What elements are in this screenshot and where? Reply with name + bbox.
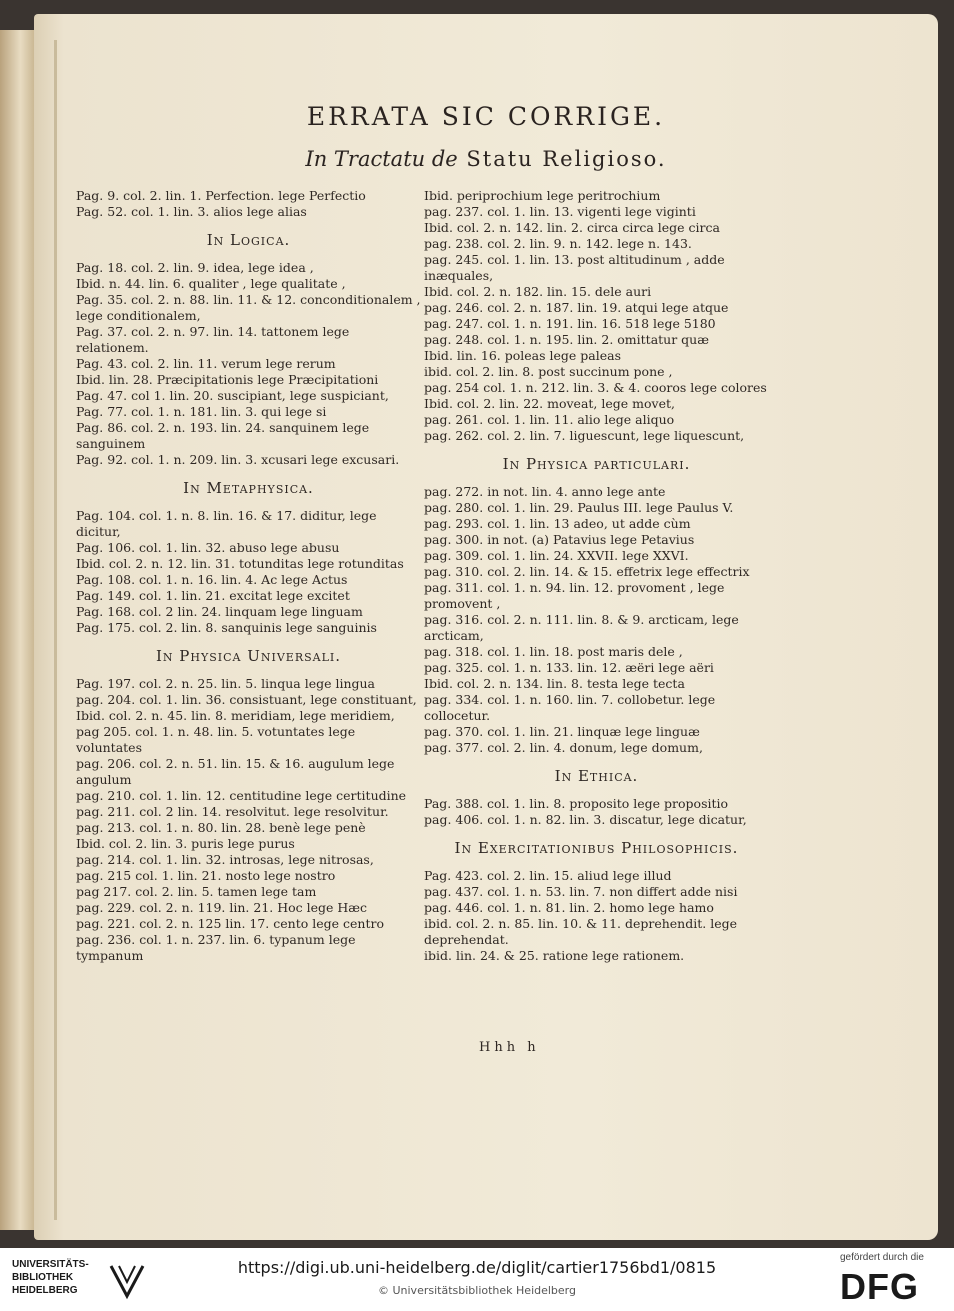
errata-entry: pag. 446. col. 1. n. 81. lin. 2. homo lege hamo <box>424 900 714 915</box>
errata-entry: pag. 213. col. 1. n. 80. lin. 28. benè lege penè <box>76 820 366 835</box>
errata-entry: pag. 204. col. 1. lin. 36. consistuant, lege constituant, <box>76 692 417 707</box>
errata-entry: Pag. 149. col. 1. lin. 21. excitat lege excitet <box>76 588 350 603</box>
viewer-footer <box>0 1248 954 1311</box>
errata-entry: Pag. 86. col. 2. n. 193. lin. 24. sanquinem lege sanguinem <box>76 420 370 451</box>
page-subtitle <box>34 147 938 171</box>
document-url-link[interactable]: https://digi.ub.uni-heidelberg.de/diglit/cartier1756bd1/0815 <box>237 1258 717 1277</box>
errata-column-left <box>76 188 421 964</box>
errata-entry: pag. 334. col. 1. n. 160. lin. 7. collobetur. lege collocetur. <box>424 692 716 723</box>
errata-entry: pag. 248. col. 1. n. 195. lin. 2. omittatur quæ <box>424 332 709 347</box>
errata-entry: pag. 246. col. 2. n. 187. lin. 19. atqui lege atque <box>424 300 729 315</box>
errata-entry: pag. 370. col. 1. lin. 21. linquæ lege linguæ <box>424 724 700 739</box>
errata-entry: Pag. 423. col. 2. lin. 15. aliud lege illud <box>424 868 672 883</box>
section-heading: In Metaphysica. <box>183 479 314 497</box>
errata-entry: Ibid. col. 2. n. 12. lin. 31. totunditas lege rotunditas <box>76 556 404 571</box>
errata-entry: pag. 211. col. 2 lin. 14. resolvitut. lege resolvitur. <box>76 804 389 819</box>
errata-entry: Pag. 77. col. 1. n. 181. lin. 3. qui lege si <box>76 404 327 419</box>
errata-entry: Pag. 175. col. 2. lin. 8. sanquinis lege sanguinis <box>76 620 377 635</box>
errata-entry: pag. 300. in not. (a) Patavius lege Petavius <box>424 532 695 547</box>
section-heading: In Ethica. <box>554 767 639 785</box>
errata-entry: pag. 206. col. 2. n. 51. lin. 15. & 16. augulum lege angulum <box>76 756 395 787</box>
section-heading: In Logica. <box>206 231 291 249</box>
errata-entry: Ibid. col. 2. n. 142. lin. 2. circa circa lege circa <box>424 220 720 235</box>
errata-entry: pag. 229. col. 2. n. 119. lin. 21. Hoc lege Hæc <box>76 900 368 915</box>
errata-entry: Ibid. col. 2. n. 45. lin. 8. meridiam, lege meridiem, <box>76 708 395 723</box>
errata-entry: Pag. 18. col. 2. lin. 9. idea, lege idea , <box>76 260 314 275</box>
library-logo-text: UNIVERSITÄTS- BIBLIOTHEK HEIDELBERG <box>12 1259 89 1296</box>
errata-entry: Ibid. col. 2. lin. 22. moveat, lege movet, <box>424 396 675 411</box>
errata-entry: pag. 280. col. 1. lin. 29. Paulus III. lege Paulus V. <box>424 500 734 515</box>
dfg-wordmark: DFG <box>840 1266 919 1307</box>
errata-entry: pag. 318. col. 1. lin. 18. post maris dele , <box>424 644 683 659</box>
section-heading: In Physica Universali. <box>155 647 342 665</box>
page-title: ERRATA SIC CORRIGE. <box>306 102 666 131</box>
errata-entry: pag. 254 col. 1. n. 212. lin. 3. & 4. cooros lege colores <box>424 380 767 395</box>
errata-entry: pag. 221. col. 2. n. 125 lin. 17. cento lege centro <box>76 916 384 931</box>
errata-entry: pag. 237. col. 1. lin. 13. vigenti lege viginti <box>424 204 696 219</box>
errata-entry: pag. 310. col. 2. lin. 14. & 15. effetrix lege effectrix <box>424 564 750 579</box>
section-heading: In Exercitationibus Philosophicis. <box>454 839 739 857</box>
errata-entry: pag. 215 col. 1. lin. 21. nosto lege nostro <box>76 868 336 883</box>
errata-entry: pag. 272. in not. lin. 4. anno lege ante <box>424 484 666 499</box>
errata-entry: Pag. 104. col. 1. n. 8. lin. 16. & 17. diditur, lege dicitur, <box>76 508 377 539</box>
dfg-funding-text: gefördert durch die <box>840 1252 924 1263</box>
errata-entry: Pag. 108. col. 1. n. 16. lin. 4. Ac lege Actus <box>76 572 348 587</box>
errata-entry: Pag. 9. col. 2. lin. 1. Perfection. lege Perfectio <box>76 188 366 203</box>
errata-entry: Pag. 168. col. 2 lin. 24. linquam lege linguam <box>76 604 363 619</box>
errata-entry: Ibid. n. 44. lin. 6. qualiter , lege qualitate , <box>76 276 346 291</box>
dfg-logo[interactable] <box>840 1252 940 1306</box>
errata-entry: Pag. 92. col. 1. n. 209. lin. 3. xcusari lege excusari. <box>76 452 400 467</box>
copyright-notice: © Universitätsbibliothek Heidelberg <box>377 1284 576 1297</box>
errata-entry: pag 205. col. 1. n. 48. lin. 5. votuntates lege voluntates <box>76 724 356 755</box>
adjacent-page-edge <box>0 30 34 1230</box>
errata-entry: Pag. 35. col. 2. n. 88. lin. 11. & 12. conconditionalem , lege conditionalem, <box>76 292 421 323</box>
errata-entry: pag. 261. col. 1. lin. 11. alio lege aliquo <box>424 412 675 427</box>
errata-entry: Pag. 47. col 1. lin. 20. suscipiant, lege suspiciant, <box>76 388 389 403</box>
errata-entry: pag. 377. col. 2. lin. 4. donum, lege domum, <box>424 740 703 755</box>
errata-entry: ibid. col. 2. lin. 8. post succinum pone , <box>424 364 673 379</box>
errata-entry: Pag. 43. col. 2. lin. 11. verum lege rerum <box>76 356 336 371</box>
errata-entry: Pag. 37. col. 2. n. 97. lin. 14. tattonem lege relationem. <box>76 324 350 355</box>
errata-entry: pag. 262. col. 2. lin. 7. liguescunt, lege liquescunt, <box>424 428 745 443</box>
errata-entry: Pag. 52. col. 1. lin. 3. alios lege alias <box>76 204 307 219</box>
section-heading: In Physica particulari. <box>502 455 691 473</box>
errata-entry: pag. 309. col. 1. lin. 24. XXVII. lege XXVI. <box>424 548 689 563</box>
errata-entry: ibid. col. 2. n. 85. lin. 10. & 11. deprehendit. lege deprehendat. <box>424 916 738 947</box>
errata-column-right <box>424 188 769 964</box>
errata-entry: Ibid. col. 2. n. 134. lin. 8. testa lege tecta <box>424 676 685 691</box>
errata-entry: pag. 236. col. 1. n. 237. lin. 6. typanum lege tympanum <box>76 932 356 963</box>
errata-entry: pag. 406. col. 1. n. 82. lin. 3. discatur, lege dicatur, <box>424 812 747 827</box>
errata-entry: pag. 247. col. 1. n. 191. lin. 16. 518 lege 5180 <box>424 316 716 331</box>
errata-entry: Pag. 197. col. 2. n. 25. lin. 5. linqua lege lingua <box>76 676 376 691</box>
errata-entry: pag. 238. col. 2. lin. 9. n. 142. lege n. 143. <box>424 236 692 251</box>
errata-entry: Pag. 388. col. 1. lin. 8. proposito lege propositio <box>424 796 729 811</box>
errata-entry: pag. 316. col. 2. n. 111. lin. 8. & 9. arcticam, lege arcticam, <box>424 612 739 643</box>
catchword: Hhh h <box>479 1040 540 1055</box>
errata-entry: pag. 210. col. 1. lin. 12. centitudine lege certitudine <box>76 788 407 803</box>
errata-entry: Ibid. col. 2. n. 182. lin. 15. dele auri <box>424 284 652 299</box>
errata-entry: ibid. lin. 24. & 25. ratione lege rationem. <box>424 948 685 963</box>
errata-entry: pag. 214. col. 1. lin. 32. introsas, lege nitrosas, <box>76 852 374 867</box>
book-page <box>34 14 938 1240</box>
errata-entry: Pag. 106. col. 1. lin. 32. abuso lege abusu <box>76 540 340 555</box>
subtitle-caps: Statu Religioso. <box>466 147 667 171</box>
subtitle-italic: In Tractatu de <box>305 147 458 171</box>
errata-entry: pag. 325. col. 1. n. 133. lin. 12. æëri lege aëri <box>424 660 714 675</box>
errata-entry: Ibid. col. 2. lin. 3. puris lege purus <box>76 836 295 851</box>
errata-entry: Ibid. lin. 28. Præcipitationis lege Præcipitationi <box>76 372 379 387</box>
errata-entry: Ibid. lin. 16. poleas lege paleas <box>424 348 621 363</box>
errata-entry: pag. 437. col. 1. n. 53. lin. 7. non differt adde nisi <box>424 884 738 899</box>
errata-entry: Ibid. periprochium lege peritrochium <box>424 188 661 203</box>
page-gutter <box>54 40 57 1220</box>
errata-entry: pag 217. col. 2. lin. 5. tamen lege tam <box>76 884 317 899</box>
errata-entry: pag. 245. col. 1. lin. 13. post altitudinum , adde inæquales, <box>424 252 725 283</box>
errata-entry: pag. 311. col. 1. n. 94. lin. 12. provoment , lege promovent , <box>424 580 725 611</box>
errata-entry: pag. 293. col. 1. lin. 13 adeo, ut adde cùm <box>424 516 691 531</box>
